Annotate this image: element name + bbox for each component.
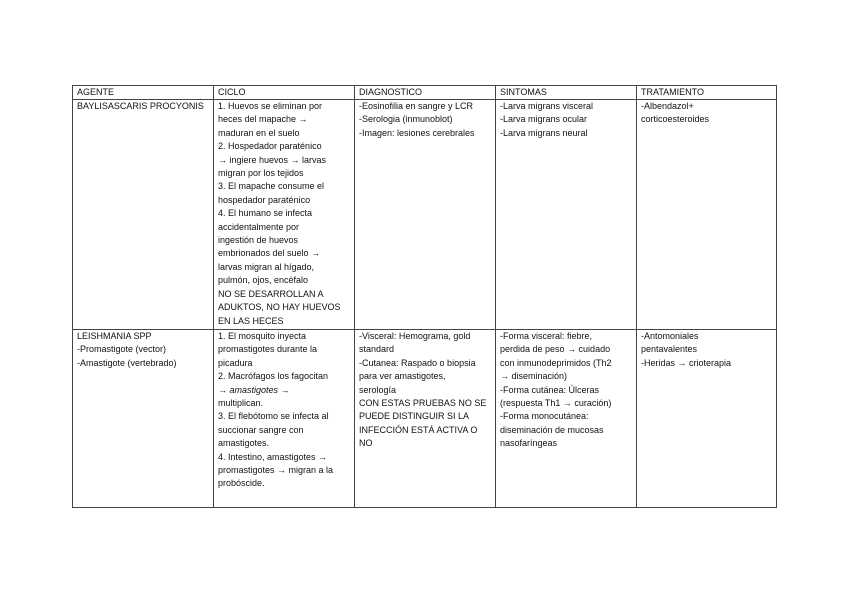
parasite-table [72,85,777,508]
cell-line: CON ESTAS PRUEBAS NO SE [359,398,487,409]
header-ciclo: CICLO [214,86,355,100]
cell-line: 1. Huevos se eliminan por [218,101,323,111]
cell-line [218,384,350,397]
cell-line: larvas migran al hígado, [218,261,315,272]
cell-line: → ingiere huevos → larvas [218,154,327,165]
cell-line: -Imagen: lesiones cerebrales [359,127,475,138]
cell-line: -Promastigote (vector) [77,344,167,355]
cell-ciclo [214,100,355,330]
cell-line: NO SE DESARROLLAN A [218,288,324,299]
cell-line: embrionados del suelo → [218,248,321,259]
cell-line: maduran en el suelo [218,127,300,138]
cell-line: EN LAS HECES [218,315,284,326]
arrow-text: → [278,384,290,395]
cell-line: promastigotes durante la [218,344,318,355]
cell-line: promastigotes → migran a la [218,465,334,476]
header-agente: AGENTE [73,86,214,100]
cell-line: picadura [218,357,253,368]
cell-line: -Forma monocutánea: [500,411,589,422]
cell-line: ingestión de huevos [218,235,299,246]
cell-line: standard [359,344,395,355]
arrow-text: → [218,384,230,395]
cell-line: amastigotes. [218,438,270,449]
cell-diagnostico [355,100,496,330]
cell-line: diseminación de mucosas [500,424,604,435]
cell-line: -Forma visceral: fiebre, [500,331,593,341]
cell-sintomas [496,330,637,508]
cell-line: para ver amastigotes, [359,371,446,382]
cell-line: PUEDE DISTINGUIR SI LA [359,411,470,422]
header-sintomas: SINTOMAS [496,86,637,100]
cell-line: probóscide. [218,478,265,489]
cell-line: BAYLISASCARIS PROCYONIS [77,101,204,111]
cell-line: LEISHMANIA SPP [77,331,152,341]
cell-line: 2. Hospedador paraténico [218,141,322,152]
cell-line: ADUKTOS, NO HAY HUEVOS [218,302,341,313]
cell-line: accidentalmente por [218,221,300,232]
cell-line: -Antomoniales [641,331,699,341]
cell-tratamiento [637,330,777,508]
cell-line: NO [359,438,373,449]
cell-line: -Visceral: Hemograma, gold [359,331,471,341]
cell-line: multiplican. [218,398,264,409]
cell-line: migran por los tejidos [218,168,304,179]
cell-line: con inmunodeprimidos (Th2 [500,357,612,368]
cell-line: hospedador paraténico [218,194,311,205]
cell-line: -Serologia (inmunoblot) [359,114,453,125]
cell-line: -Larva migrans neural [500,127,588,138]
cell-line: heces del mapache → [218,114,308,125]
cell-diagnostico [355,330,496,508]
cell-line: (respuesta Th1 → curación) [500,398,612,409]
cell-line: -Larva migrans visceral [500,101,594,111]
cell-agente [73,100,214,330]
cell-ciclo [214,330,355,508]
cell-line: 3. El mapache consume el [218,181,325,192]
cell-sintomas [496,100,637,330]
cell-line: 4. Intestino, amastigotes → [218,451,328,462]
cell-line: -Larva migrans ocular [500,114,588,125]
table-row [73,330,777,508]
cell-line: -Cutanea: Raspado o biopsia [359,357,476,368]
header-row [73,86,777,100]
cell-line: perdida de peso → cuidado [500,344,611,355]
cell-line: 4. El humano se infecta [218,208,313,219]
cell-line: 1. El mosquito inyecta [218,331,307,341]
cell-line: pulmón, ojos, encéfalo [218,275,309,286]
cell-line: 2. Macrófagos los fagocitan [218,371,329,382]
cell-line: serología [359,384,397,395]
cell-line: -Albendazol+ [641,101,694,111]
cell-line: nasofaríngeas [500,438,558,449]
cell-line: -Heridas → crioterapia [641,357,732,368]
cell-agente [73,330,214,508]
header-tratamiento: TRATAMIENTO [637,86,777,100]
cell-line: pentavalentes [641,344,698,355]
italic-term: amastigotes [229,384,279,395]
cell-line: INFECCIÓN ESTÁ ACTIVA O [359,424,478,435]
cell-line: -Eosinofilia en sangre y LCR [359,101,474,111]
table-row [73,100,777,330]
header-diagnostico: DIAGNOSTICO [355,86,496,100]
cell-line: -Forma cutánea: Úlceras [500,384,600,395]
cell-line: 3. El flebótomo se infecta al [218,411,329,422]
cell-line: corticoesteroides [641,114,710,125]
cell-line: -Amastigote (vertebrado) [77,357,177,368]
cell-tratamiento [637,100,777,330]
cell-line: succionar sangre con [218,424,304,435]
cell-line: → diseminación) [500,371,568,382]
